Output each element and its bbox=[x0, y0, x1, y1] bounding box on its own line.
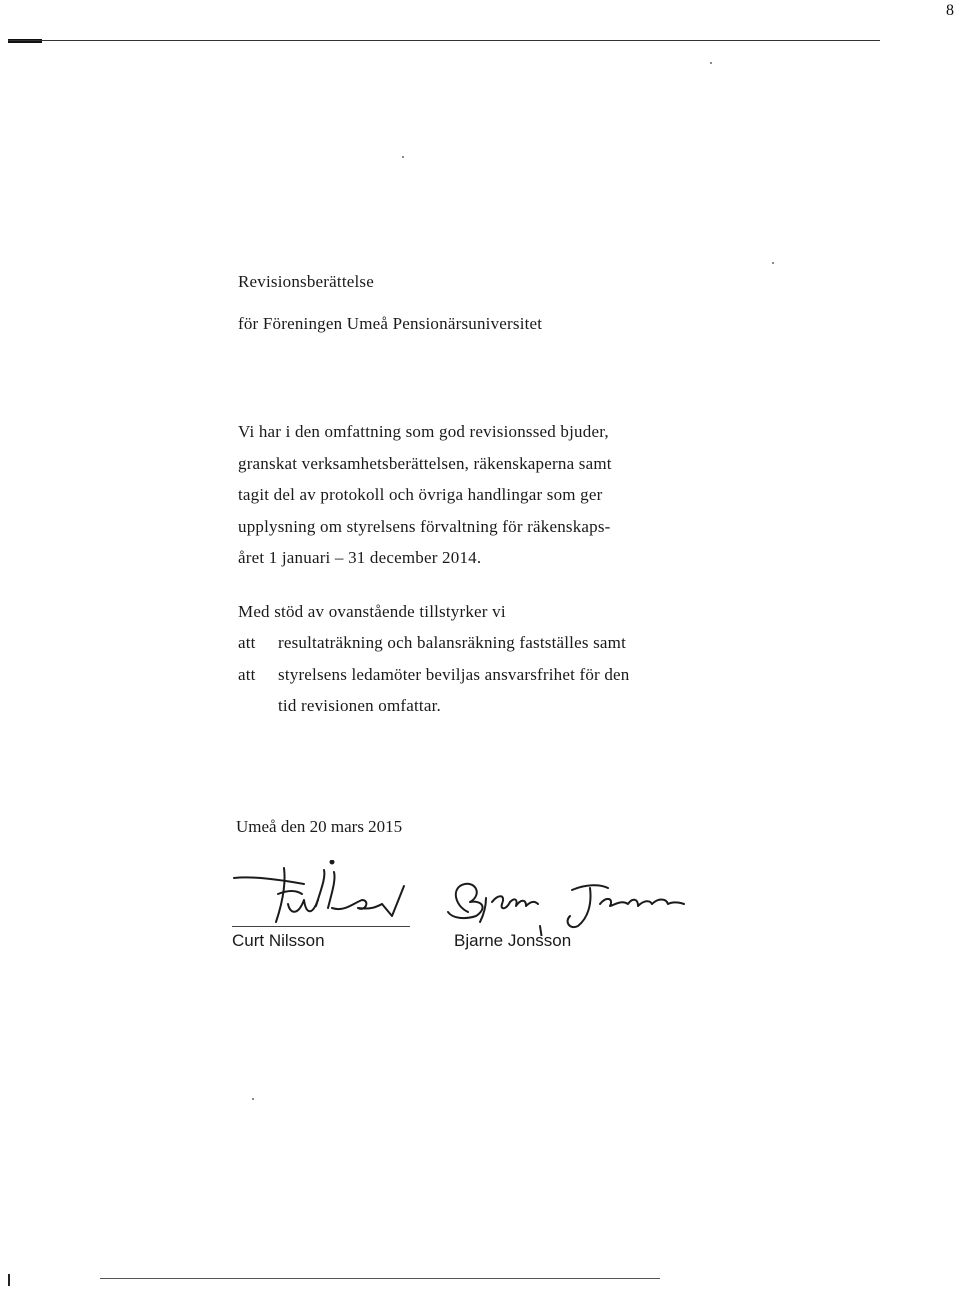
att-prefix: att bbox=[238, 664, 256, 684]
statement-line: upplysning om styrelsens förvaltning för räkenskaps- bbox=[238, 516, 611, 536]
statement-line: granskat verksamhetsberättelsen, räkenskaperna samt bbox=[238, 453, 612, 473]
document-title: Revisionsberättelse bbox=[238, 272, 374, 291]
audit-statement bbox=[238, 416, 728, 574]
recommendation-item bbox=[238, 627, 758, 659]
handwritten-signature bbox=[440, 860, 690, 936]
signature-line bbox=[232, 926, 410, 927]
signature-line bbox=[440, 926, 690, 927]
handwritten-signature bbox=[232, 860, 410, 936]
scan-top-rule bbox=[8, 40, 880, 41]
recommendation-text: resultaträkning och balansräkning fastställes samt bbox=[278, 633, 627, 652]
date-line: Umeå den 20 mars 2015 bbox=[236, 817, 403, 836]
signer-name: Bjarne Jonsson bbox=[454, 931, 572, 950]
signature-block-right bbox=[440, 860, 690, 953]
scan-speck bbox=[710, 62, 712, 64]
scan-speck bbox=[252, 1098, 254, 1100]
recommendation bbox=[238, 596, 758, 722]
document-subtitle: för Föreningen Umeå Pensionärsuniversitet bbox=[238, 314, 543, 333]
statement-line: tagit del av protokoll och övriga handlingar som ger bbox=[238, 485, 603, 504]
scan-edge-tick bbox=[8, 1274, 10, 1286]
audit-report bbox=[238, 268, 758, 722]
recommendation-item bbox=[238, 659, 758, 691]
statement-line: året 1 januari – 31 december 2014. bbox=[238, 548, 482, 567]
signer-name: Curt Nilsson bbox=[232, 931, 325, 950]
page-number: 8 bbox=[946, 2, 954, 19]
statement-line: Vi har i den omfattning som god revisionssed bjuder, bbox=[238, 422, 609, 441]
att-prefix: att bbox=[238, 633, 256, 652]
recommendation-text: styrelsens ledamöter beviljas ansvarsfrihet för den bbox=[278, 664, 630, 684]
scan-speck bbox=[402, 156, 404, 158]
scan-bottom-rule bbox=[100, 1278, 660, 1279]
scan-speck bbox=[772, 262, 774, 264]
recommendation-intro: Med stöd av ovanstående tillstyrker vi bbox=[238, 601, 506, 621]
recommendation-continuation: tid revisionen omfattar. bbox=[278, 696, 441, 715]
signature-block-left bbox=[232, 860, 410, 953]
